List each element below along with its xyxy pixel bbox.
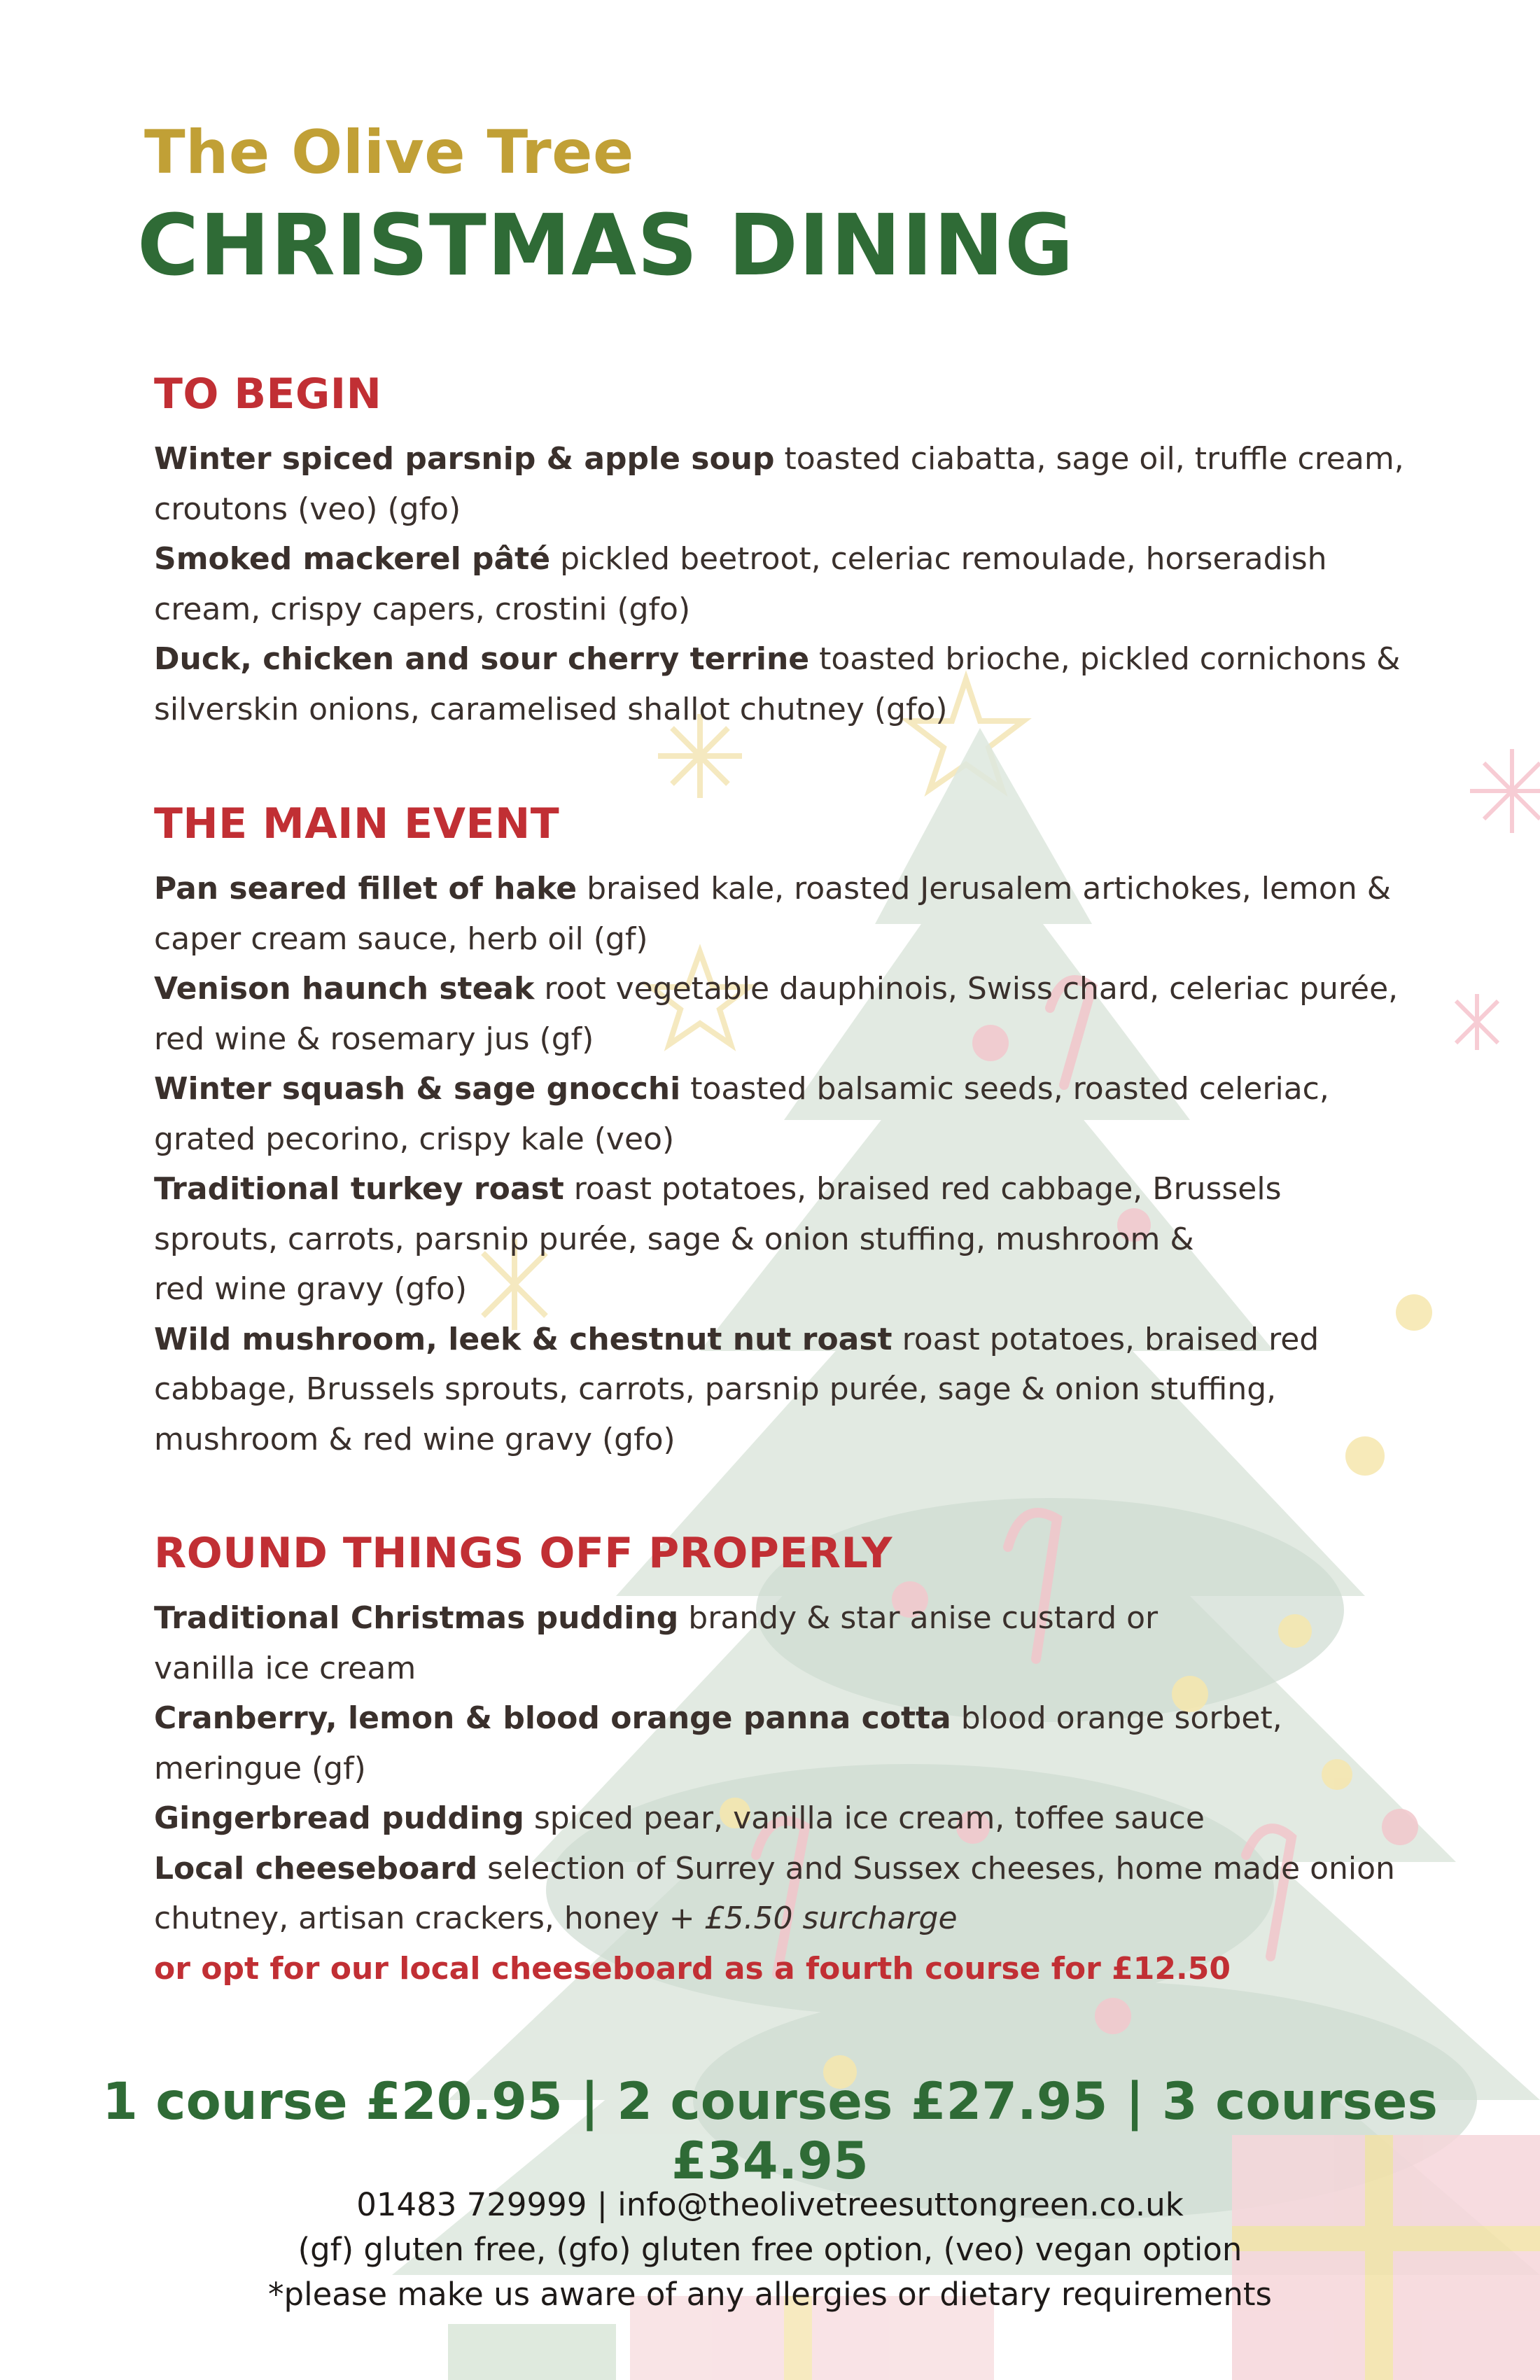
menu-title: CHRISTMAS DINING xyxy=(137,197,1074,295)
menu-item-name: Winter squash & sage gnocchi xyxy=(154,1071,681,1107)
menu-item xyxy=(154,434,1414,534)
menu-item-description: pickled beetroot, celeriac remoulade, horseradish cream, crispy capers, crostini (gfo) xyxy=(154,541,1327,627)
menu-item xyxy=(154,534,1414,634)
menu-item xyxy=(154,634,1414,734)
menu-item-name: Duck, chicken and sour cherry terrine xyxy=(154,641,810,677)
contact-details: 01483 729999 | info@theolivetreesuttongreen.co.uk xyxy=(356,2186,1184,2223)
menu-item xyxy=(154,1064,1414,1164)
menu-item-name: Local cheeseboard xyxy=(154,1850,478,1886)
menu-item xyxy=(154,964,1414,1064)
menu-item-description-continued: red wine gravy (gfo) xyxy=(154,1271,467,1307)
cheeseboard-offer: or opt for our local cheeseboard as a fourth course for £12.50 xyxy=(154,1950,1231,1987)
allergy-note: *please make us aware of any allergies or dietary requirements xyxy=(268,2276,1272,2313)
menu-item-description: selection of Surrey and Sussex cheeses, home made onion chutney, artisan crackers, honey xyxy=(154,1850,1395,1936)
menu-item-name: Traditional Christmas pudding xyxy=(154,1600,679,1636)
menu-item-description: brandy & star anise custard or xyxy=(688,1600,1158,1636)
surcharge-note: + £5.50 surcharge xyxy=(668,1900,958,1936)
menu-item-description-continued: vanilla ice cream xyxy=(154,1650,416,1686)
menu-item-name: Cranberry, lemon & blood orange panna cotta xyxy=(154,1700,951,1736)
menu-item-name: Gingerbread pudding xyxy=(154,1800,524,1836)
menu-item xyxy=(154,1844,1414,1944)
dietary-key: (gf) gluten free, (gfo) gluten free option, (veo) vegan option xyxy=(298,2231,1242,2268)
menu-item-name: Venison haunch steak xyxy=(154,971,535,1007)
section-heading-mains: THE MAIN EVENT xyxy=(154,799,560,848)
menu-item-name: Pan seared fillet of hake xyxy=(154,871,578,906)
menu-item-description: toasted ciabatta, sage oil, truffle cream, croutons (veo) (gfo) xyxy=(154,441,1404,527)
menu-item-name: Traditional turkey roast xyxy=(154,1171,564,1207)
menu-item-description: roast potatoes, braised red cabbage, Brussels sprouts, carrots, parsnip purée, sage & onion stuffing, mushroom & red wine gravy (gfo) xyxy=(154,1321,1320,1457)
section-heading-desserts: ROUND THINGS OFF PROPERLY xyxy=(154,1529,892,1578)
desserts-section xyxy=(154,1529,1414,1994)
mains-section xyxy=(154,799,1414,1464)
footer xyxy=(0,2183,1540,2317)
menu-item xyxy=(154,1164,1414,1315)
menu-item-description: toasted brioche, pickled cornichons & silverskin onions, caramelised shallot chutney (gfo) xyxy=(154,641,1401,727)
menu-item xyxy=(154,1793,1414,1844)
restaurant-name: The Olive Tree xyxy=(144,118,634,188)
course-prices: 1 course £20.95 | 2 courses £27.95 | 3 courses £34.95 xyxy=(102,2072,1438,2191)
menu-item xyxy=(154,1315,1414,1465)
menu-item-name: Smoked mackerel pâté xyxy=(154,541,551,577)
menu-item xyxy=(154,864,1414,964)
menu-item-name: Wild mushroom, leek & chestnut nut roast xyxy=(154,1321,892,1357)
menu-item-name: Winter spiced parsnip & apple soup xyxy=(154,441,775,477)
menu-item-description: spiced pear, vanilla ice cream, toffee sauce xyxy=(533,1800,1205,1836)
menu-item-description: roast potatoes, braised red cabbage, Brussels sprouts, carrots, parsnip purée, sage & onion stuffing, mushroom & xyxy=(154,1171,1282,1257)
menu-item-description: blood orange sorbet, meringue (gf) xyxy=(154,1700,1282,1786)
menu-item-description: root vegetable dauphinois, Swiss chard, celeriac purée, red wine & rosemary jus (gf) xyxy=(154,971,1399,1057)
menu-item-description: braised kale, roasted Jerusalem artichokes, lemon & caper cream sauce, herb oil (gf) xyxy=(154,871,1392,957)
section-heading-starters: TO BEGIN xyxy=(154,370,382,419)
menu-item-description: toasted balsamic seeds, roasted celeriac, grated pecorino, crispy kale (veo) xyxy=(154,1071,1329,1157)
starters-section xyxy=(154,370,1414,734)
menu-item xyxy=(154,1593,1414,1693)
menu-item xyxy=(154,1693,1414,1793)
